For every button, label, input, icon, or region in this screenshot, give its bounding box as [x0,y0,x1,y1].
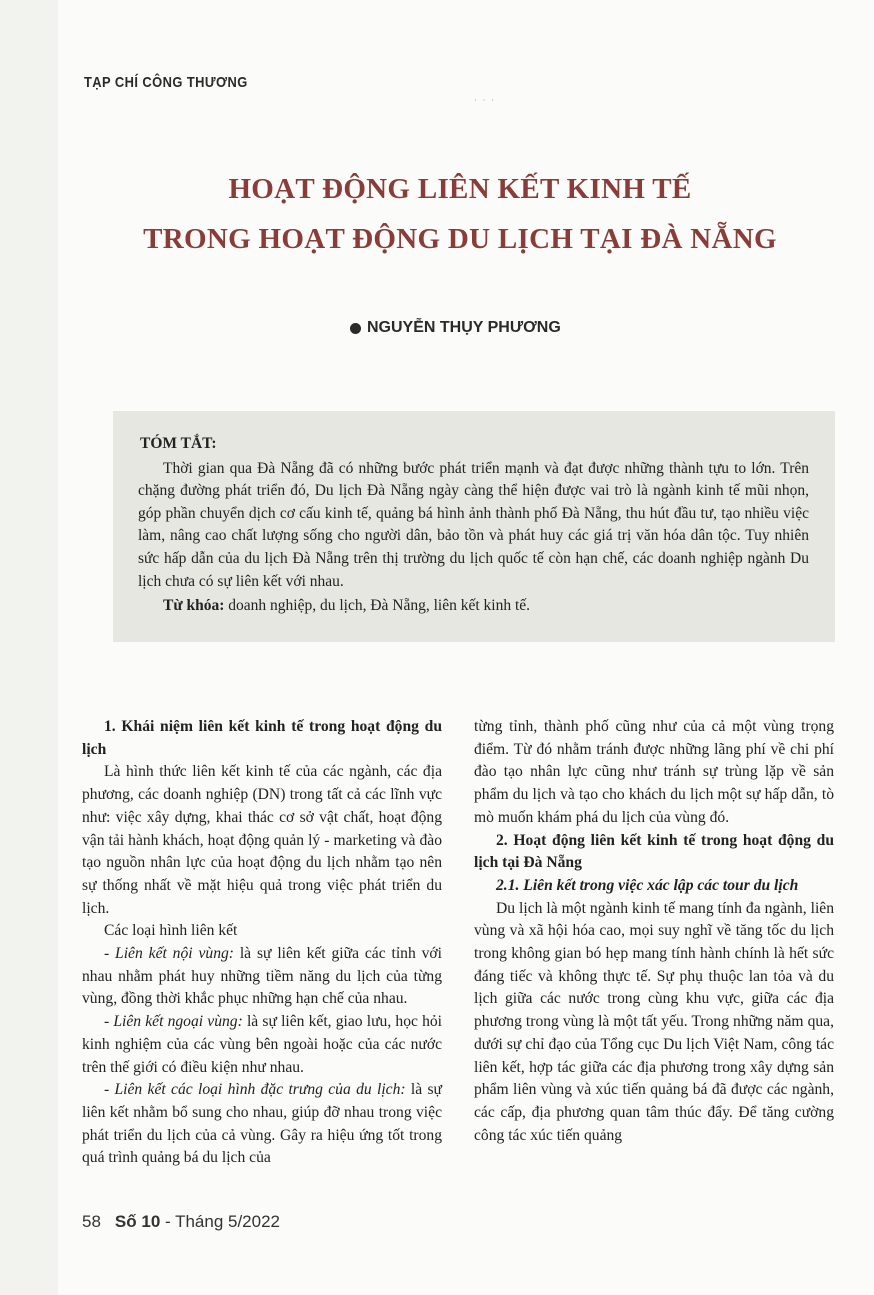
author-line [350,319,561,337]
term-label: - Liên kết nội vùng: [104,945,234,963]
bullet-icon [350,323,361,334]
paragraph [82,1011,442,1079]
term-label: - Liên kết ngoại vùng: [104,1013,243,1031]
term-text: là sự liên kết, giao lưu, học hỏi kinh nghiệm của các vùng bên ngoài hoặc của các nước trên thế giới có điều kiện như nhau. [82,1013,443,1076]
paragraph: Là hình thức liên kết kinh tế của các ngành, các địa phương, các doanh nghiệp (DN) trong tất cả các lĩnh vực như: việc xây dựng, khai thác cơ sở vật chất, hoạt động vận tải hành khách, hoạt động quản lý - marketing và đào tạo nguồn nhân lực của hoạt động du lịch nhằm tạo nên sự thống nhất về mặt hiệu quả trong việc phát triển du lịch. [82,763,442,917]
right-column [474,716,834,1147]
paragraph: từng tỉnh, thành phố cũng như của cả một vùng trọng điểm. Từ đó nhằm tránh được những lãng phí về chi phí đào tạo nhân lực cũng như tránh sự trùng lặp về sản phẩm du lịch và tạo cho khách du lịch một sự hấp dẫn, tò mò muốn khám phá du lịch của vùng đó. [474,718,834,826]
section-2-heading: 2. Hoạt động liên kết kinh tế trong hoạt động du lịch tại Đà Nẵng [474,831,834,872]
paragraph: Du lịch là một ngành kinh tế mang tính đa ngành, liên vùng và xã hội hóa cao, mọi suy nghĩ về tăng tốc du lịch trong không gian bó hẹp mang tính hành chính là hết sức đáng tiếc và không thực tế. Sự phụ thuộc lan tỏa và du lịch giữa các nước trong cùng khu vực, giữa các địa phương trong vùng là một tất yếu. Trong những năm qua, dưới sự chỉ đạo của Tổng cục Du lịch Việt Nam, công tác liên kết, hợp tác giữa các địa phương trong xây dựng sản phẩm liên vùng và xúc tiến quảng bá đã được các ngành, các cấp, địa phương quan tâm thúc đẩy. Để tăng cường công tác xúc tiến quảng [474,899,834,1144]
paragraph [82,1079,442,1170]
page-footer [82,1212,280,1232]
header-ornament: · · · [474,96,496,105]
journal-name: TẠP CHÍ CÔNG THƯƠNG [84,74,248,91]
abstract-body: Thời gian qua Đà Nẵng đã có những bước phát triển mạnh và đạt được những thành tựu to lớn. Trên chặng đường phát triển đó, Du lịch Đà Nẵng ngày càng thể hiện được vai trò là ngành kinh tế mũi nhọn, góp phần chuyển dịch cơ cấu kinh tế, quảng bá hình ảnh thành phố Đà Nẵng, thu hút đầu tư, tạo nhiều việc làm, nâng cao chất lượng sống cho người dân, bảo tồn và phát huy các giá trị văn hóa dân tộc. Tuy nhiên sức hấp dẫn của du lịch Đà Nẵng trên thị trường du lịch quốc tế còn hạn chế, các doanh nghiệp ngành Du lịch chưa có sự liên kết với nhau. [138,459,809,590]
issue-info [115,1212,280,1232]
paragraph: Các loại hình liên kết [104,922,238,940]
issue-label: Số 10 [114,1212,161,1231]
keywords [138,595,809,618]
title-line-1: HOẠT ĐỘNG LIÊN KẾT KINH TẾ [228,173,692,205]
keywords-label: Từ khóa: [163,597,225,615]
subsection-2-1-heading: 2.1. Liên kết trong việc xác lập các tour du lịch [496,876,799,894]
abstract-box [113,411,835,642]
title-line-2: TRONG HOẠT ĐỘNG DU LỊCH TẠI ĐÀ NẴNG [143,223,777,255]
keywords-text: doanh nghiệp, du lịch, Đà Nẵng, liên kết kinh tế. [224,597,531,615]
author-name: NGUYỄN THỤY PHƯƠNG [367,319,561,336]
term-text: là sự liên kết giữa các tỉnh với nhau nhằm phát huy những tiềm năng du lịch của từng vùng, đồng thời khắc phục những hạn chế của nhau. [82,945,442,1008]
left-column [82,716,442,1170]
article-title [60,164,860,264]
issue-date: - Tháng 5/2022 [160,1212,281,1231]
page-number: 58 [82,1212,101,1231]
term-text: là sự liên kết nhằm bổ sung cho nhau, giúp đỡ nhau trong việc phát triển du lịch của cả vùng. Gây ra hiệu ứng tốt trong quá trình quảng bá du lịch của [82,1081,442,1167]
page-margin-shadow [0,0,58,1295]
section-1-heading: 1. Khái niệm liên kết kinh tế trong hoạt động du lịch [82,718,442,758]
abstract-heading: TÓM TẮT: [140,435,217,452]
term-label: - Liên kết các loại hình đặc trưng của du lịch: [104,1081,406,1099]
paragraph [82,943,442,1011]
